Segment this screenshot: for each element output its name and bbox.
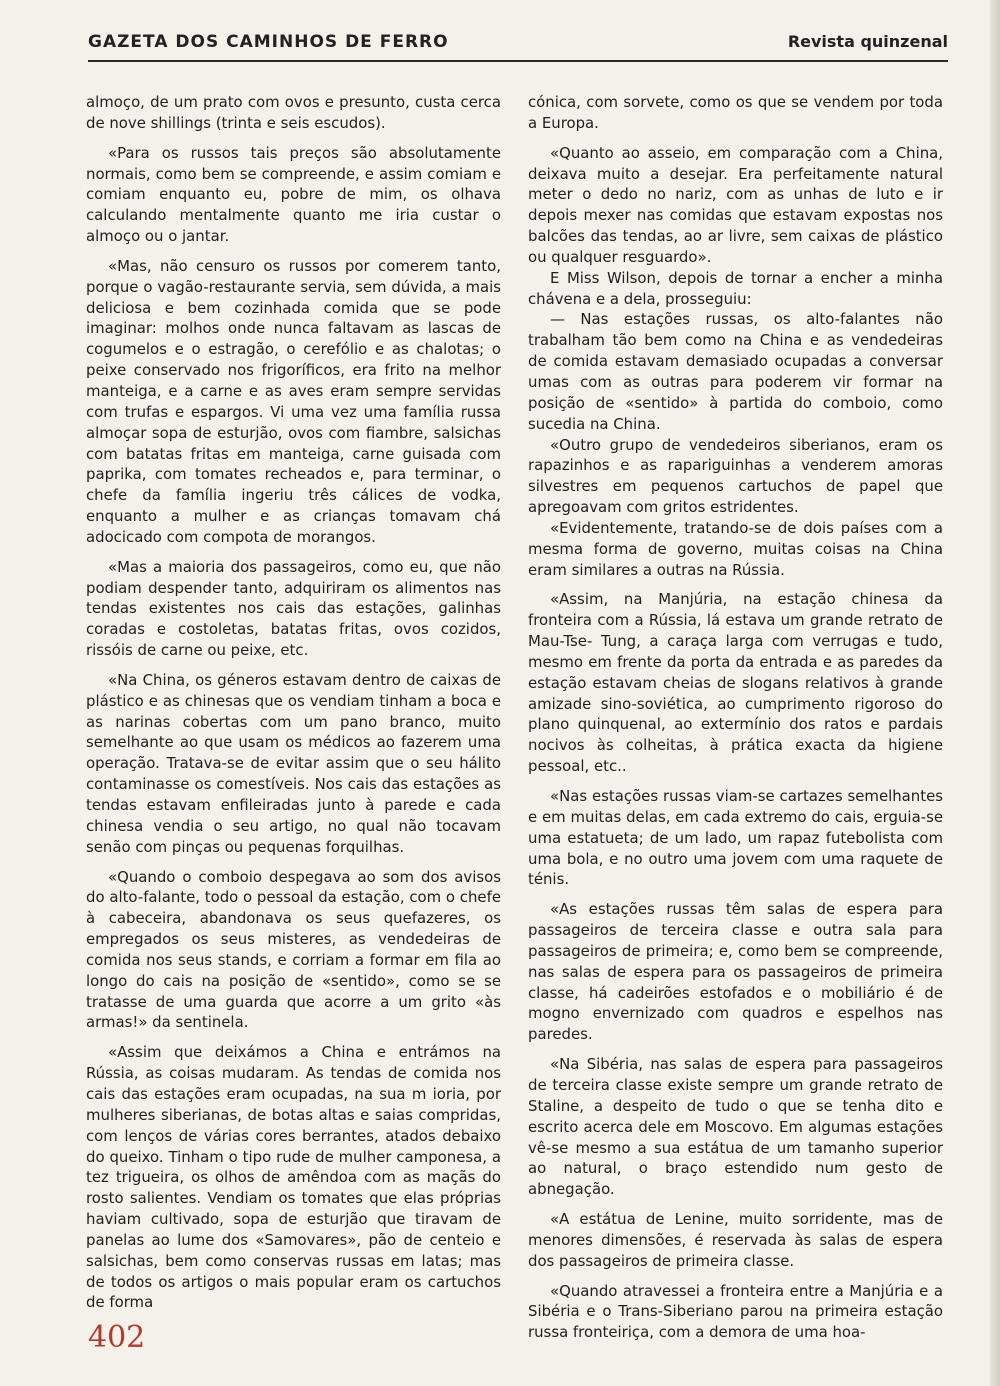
paragraph: — Nas estações russas, os alto-falantes não trabalham tão bem como na China e as vendedeiras de comida estavam demasiado ocupadas a conversar umas com as outras para poderem vir formar na posição de «sentido» à partida do comboio, como sucedia na China. [528,310,943,433]
paragraph: «Quando o comboio despegava ao som dos avisos do alto-falante, todo o pessoal da estação, com o chefe à cabeceira, abandonava os seus quefazeres, os empregados os seus misteres, as vendedeiras de comida nos seus stands, e corriam a formar em fila ao longo do cais na posição de «sentido», como se se tratasse de uma guarda que acorre a um grito «às armas!» da sentinela. [86,867,501,1032]
paragraph: «Outro grupo de vendedeiros siberianos, eram os rapazinhos e as rapariguinhas a venderem amoras silvestres em pequenos cartuchos de papel que apregoavam com gritos estridentes. [528,435,943,517]
paragraph: cónica, com sorvete, como os que se vendem por toda a Europa. [528,93,943,132]
paragraph: «Assim que deixámos a China e entrámos na Rússia, as coisas mudaram. As tendas de comida nos cais das estações eram ocupadas, na sua m ioria, por mulheres siberianas, de botas altas e saias compridas, com lenços de várias cores berrantes, atados debaixo do queixo. Tinham o tipo rude de mulher camponesa, a tez trigueira, os olhos de amêndoa com as maçãs do rosto salientes. Vendiam os tomates que elas próprias haviam cultivado, sopa de esturjão que tiravam de panelas ao lume dos «Samovares», pão de centeio e salsichas, bem como conservas russas em latas; mas de todos os artigos o mais popular eram os cartuchos de forma [86,1043,501,1312]
paragraph: «Assim, na Manjúria, na estação chinesa da fronteira com a Rússia, lá estava um grande retrato de Mau-Tse- Tung, a caraça larga com verrugas e tudo, mesmo em frente da porta da entrada e as paredes da estação estavam cheias de slogans relativos à grande amizade sino-soviética, ao cumprimento rigoroso do plano quinquenal, ao extermínio dos ratos e pardais nocivos às colheitas, à prática exacta da higiene pessoal, etc.. [528,590,943,776]
paragraph: «Evidentemente, tratando-se de dois países com a mesma forma de governo, muitas coisas na China eram similares a outras na Rússia. [528,518,943,579]
paragraph: almoço, de um prato com ovos e presunto, custa cerca de nove shillings (trinta e seis escudos). [86,93,501,132]
paragraph: «Quanto ao asseio, em comparação com a China, deixava muito a desejar. Era perfeitamente natural meter o dedo no nariz, com as unhas de luto e ir depois mexer nas comidas que estavam expostas nos balcões das tendas, ao ar livre, sem caixas de plástico ou qualquer resguardo». [528,143,943,266]
page-edge-shadow [990,0,1000,1386]
paragraph: «Mas, não censuro os russos por comerem tanto, porque o vagão-restaurante servia, sem dúvida, a mais deliciosa e bem cozinhada comida que se pode imaginar: molhos onde nunca faltavam as lascas de cogumelos e o estragão, o cerefólio e as chalotas; o peixe conservado nos frigoríficos, era frito na melhor manteiga, e a carne e as aves eram sempre servidas com trufas e espargos. Vi uma vez uma família russa almoçar sopa de esturjão, ovos com fiambre, salsichas com batatas fritas em manteiga, carne guisada com paprika, com tomates recheados e, para terminar, o chefe da família ingeriu três cálices de vodka, enquanto a mulher e as crianças tomavam chá adocicado com compota de morangos. [86,256,501,546]
paragraph: «Na Sibéria, nas salas de espera para passageiros de terceira classe existe sempre um grande retrato de Staline, a despeito de tudo o que se tenha dito e escrito acerca dele em Moscovo. Em algumas estações vê-se mesmo a sua estátua de um tamanho superior ao natural, o braço estendido num gesto de abnegação. [528,1055,943,1199]
right-column [528,92,943,1343]
journal-subtitle: Revista quinzenal [787,32,948,51]
paragraph: «Mas a maioria dos passageiros, como eu, que não podiam despender tanto, adquiriram os alimentos nas tendas existentes nos cais das estações, galinhas coradas e costoletas, batatas fritas, ovos cozidos, rissóis de carne ou peixe, etc. [86,557,501,660]
paragraph: «A estátua de Lenine, muito sorridente, mas de menores dimensões, é reservada às salas de espera dos passageiros de primeira classe. [528,1210,943,1270]
left-column [86,92,501,1313]
journal-title: GAZETA DOS CAMINHOS DE FERRO [88,32,449,52]
page-number: 402 [88,1320,146,1355]
paragraph: «Na China, os géneros estavam dentro de caixas de plástico e as chinesas que os vendiam tinham a boca e as narinas cobertas com um pano branco, muito semelhante ao que usam os médicos ao fazerem uma operação. Tratava-se de evitar assim que o seu hálito contaminasse os comestíveis. Nos cais das estações as tendas estavam enfileiradas junto à parede e cada chinesa vendia o seu artigo, no qual não tocavam senão com pinças ou pequenas forquilhas. [86,670,501,856]
paragraph: «Para os russos tais preços são absolutamente normais, como bem se compreende, e assim comiam e comiam enquanto eu, pobre de mim, os olhava calculando mentalmente quanto me iria custar o almoço ou o jantar. [86,143,501,246]
paragraph: E Miss Wilson, depois de tornar a encher a minha chávena e a dela, prosseguiu: [528,268,943,308]
paragraph: «Quando atravessei a fronteira entre a Manjúria e a Sibéria e o Trans-Siberiano parou na primeira estação russa fronteiriça, com a demora de uma hoa- [528,1281,943,1342]
running-header [88,32,948,62]
paragraph: «As estações russas têm salas de espera para passageiros de terceira classe e outra sala para passageiros de primeira; e, como bem se compreende, nas salas de espera para os passageiros de primeira classe, há cadeirões estofados e o mobiliário é de mogno envernizado com quadros e espelhos nas paredes. [528,900,943,1044]
paragraph: «Nas estações russas viam-se cartazes semelhantes e em muitas delas, em cada extremo do cais, erguia-se uma estatueta; de um lado, um rapaz futebolista com uma bola, e no outro uma jovem com uma raquete de ténis. [528,787,943,889]
